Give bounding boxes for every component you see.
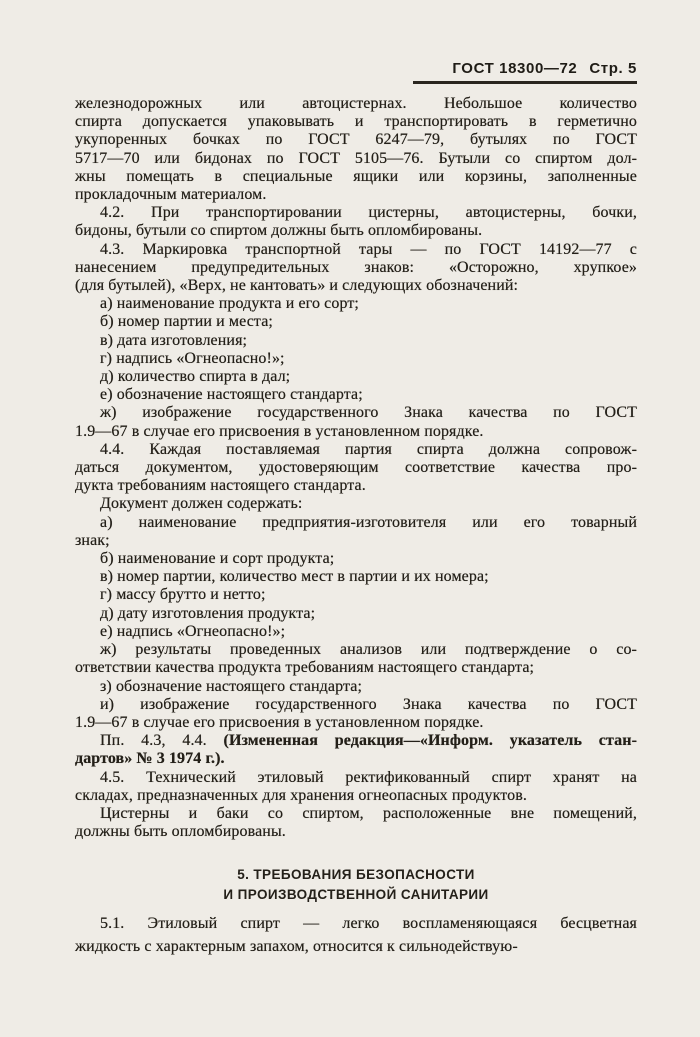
paragraph <box>75 769 637 805</box>
paragraph <box>75 332 637 350</box>
heading-line: И ПРОИЗВОДСТВЕННОЙ САНИТАРИИ <box>223 887 489 903</box>
text-line: должны быть опломбированы. <box>75 823 286 841</box>
text-line: бидоны, бутыли со спиртом должны быть опломбированы. <box>75 222 483 240</box>
paragraph <box>75 313 637 331</box>
paragraph <box>75 605 637 623</box>
text-line: дукта требованиям настоящего стандарта. <box>75 477 366 495</box>
paragraph <box>75 295 637 313</box>
document-body <box>75 95 637 958</box>
paragraph <box>75 495 637 513</box>
heading-line: 5. ТРЕБОВАНИЯ БЕЗОПАСНОСТИ <box>237 867 475 883</box>
text-line: г) надпись «Огнеопасно!»; <box>100 349 285 367</box>
text-line: железнодорожных или автоцистернах. Небольшое количество <box>75 95 637 112</box>
paragraph <box>75 678 637 696</box>
text-line: Документ должен содержать: <box>100 495 303 513</box>
text-segment: дартов» № 3 1974 г.). <box>75 750 225 768</box>
paragraph <box>75 241 637 296</box>
text-line: жидкость с характерным запахом, относится к сильнодействую- <box>75 937 518 955</box>
paragraph <box>75 404 637 440</box>
paragraph <box>75 641 637 677</box>
text-line: д) количество спирта в дал; <box>100 368 291 386</box>
text-line: а) наименование продукта и его сорт; <box>100 295 359 313</box>
doc-number: ГОСТ 18300—72 <box>452 60 578 77</box>
text-line: прокладочным материалом. <box>75 186 267 204</box>
paragraph <box>75 586 637 604</box>
text-line: складах, предназначенных для хранения огнеопасных продуктов. <box>75 786 528 804</box>
paragraph <box>75 204 637 240</box>
text-line: в) дата изготовления; <box>100 331 248 349</box>
paragraph <box>75 350 637 368</box>
text-line: г) массу брутто и нетто; <box>100 586 266 604</box>
text-line: укупоренных бочках по ГОСТ 6247—79, бутылях по ГОСТ <box>75 131 637 149</box>
section-heading <box>75 865 637 905</box>
paragraph <box>75 95 637 204</box>
text-line: з) обозначение настоящего стандарта; <box>100 677 363 695</box>
page-number: Стр. 5 <box>589 60 637 77</box>
paragraph <box>75 732 637 768</box>
paragraph <box>75 514 637 550</box>
paragraph <box>75 368 637 386</box>
text-line: ответствии качества продукта требованиям настоящего стандарта; <box>75 659 535 677</box>
text-line: 4.5. Технический этиловый ректификованный спирт хранят на <box>100 768 637 786</box>
text-line: 4.4. Каждая поставляемая партия спирта должна сопровож- <box>100 440 637 458</box>
text-line <box>75 750 637 768</box>
paragraph <box>75 441 637 496</box>
paragraph <box>75 623 637 641</box>
text-line: а) наименование предприятия-изготовителя или его товарный <box>100 513 637 531</box>
paragraph <box>75 568 637 586</box>
text-line: д) дату изготовления продукта; <box>100 604 316 622</box>
text-line: 5717—70 или бидонах по ГОСТ 5105—76. Бутыли со спиртом дол- <box>75 149 637 167</box>
text-line: е) обозначение настоящего стандарта; <box>100 386 363 404</box>
text-line: (для бутылей), «Верх, не кантовать» и следующих обозначений: <box>75 277 519 295</box>
text-line: ж) изображение государственного Знака качества по ГОСТ <box>100 404 637 422</box>
text-line: Цистерны и баки со спиртом, расположенные вне помещений, <box>100 804 637 822</box>
text-line: е) надпись «Огнеопасно!»; <box>100 622 286 640</box>
text-segment: Пп. 4.3, 4.4. <box>100 732 224 750</box>
text-line: жны помещать в специальные ящики или корзины, заполненные <box>75 167 637 185</box>
text-line: спирта допускается упаковывать и транспортировать в герметично <box>75 113 637 131</box>
text-line: и) изображение государственного Знака качества по ГОСТ <box>100 695 637 713</box>
paragraph <box>75 386 637 404</box>
text-line: нанесением предупредительных знаков: «Осторожно, хрупкое» <box>75 258 637 276</box>
text-line: знак; <box>75 531 110 549</box>
text-line <box>75 732 637 750</box>
page-header <box>75 60 637 84</box>
text-line: б) наименование и сорт продукта; <box>100 550 335 568</box>
text-line: б) номер партии и места; <box>100 313 273 331</box>
text-line: даться документом, удостоверяющим соответствие качества про- <box>75 459 637 477</box>
text-segment: (Измененная редакция—«Информ. указатель стан- <box>223 732 637 750</box>
header-text <box>75 60 637 77</box>
paragraph <box>75 696 637 732</box>
text-line: ж) результаты проведенных анализов или подтверждение о со- <box>100 641 637 659</box>
header-rule <box>413 81 637 84</box>
text-line: 1.9—67 в случае его присвоения в установленном порядке. <box>75 713 484 731</box>
text-line: 4.2. При транспортировании цистерны, автоцистерны, бочки, <box>100 204 637 222</box>
text-line: 1.9—67 в случае его присвоения в установленном порядке. <box>75 422 484 440</box>
text-line: 5.1. Этиловый спирт — легко воспламеняющаяся бесцветная <box>100 915 637 933</box>
paragraph <box>75 805 637 841</box>
text-line: 4.3. Маркировка транспортной тары — по ГОСТ 14192—77 с <box>100 240 637 258</box>
paragraph <box>75 913 637 958</box>
text-line: в) номер партии, количество мест в партии и их номера; <box>100 568 489 586</box>
paragraph <box>75 550 637 568</box>
